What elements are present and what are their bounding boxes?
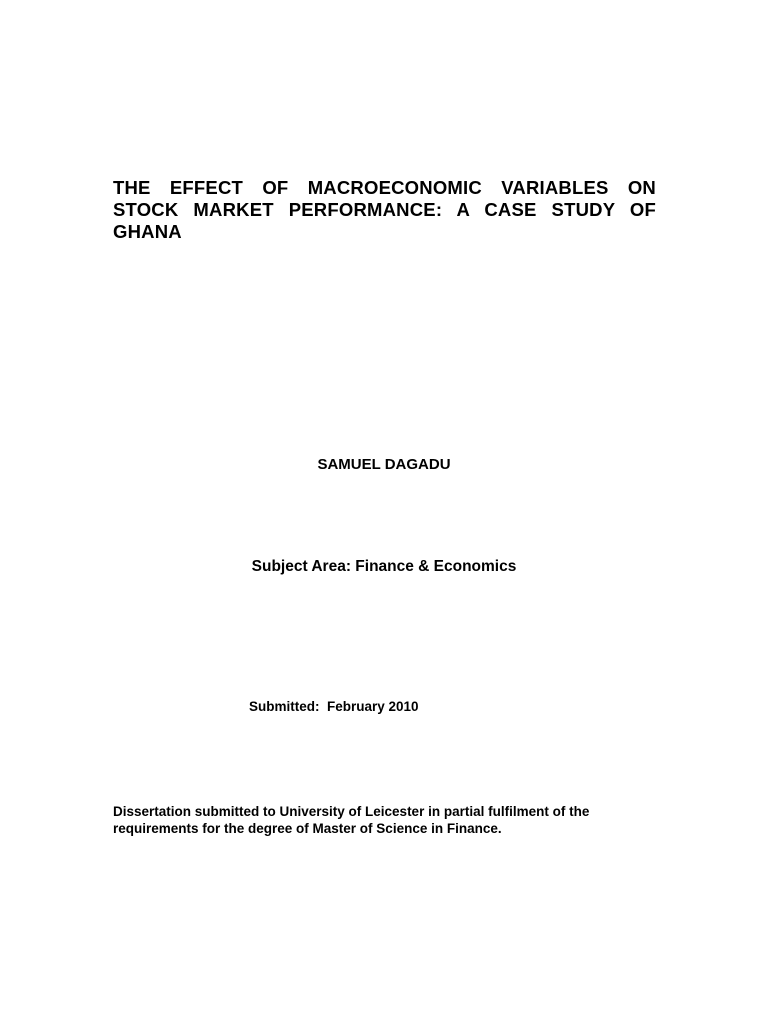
dissertation-title: THE EFFECT OF MACROECONOMIC VARIABLES ON STOCK MARKET PERFORMANCE: A CASE STUDY OF GHANA	[113, 177, 656, 242]
subject-area: Subject Area: Finance & Economics	[251, 558, 517, 575]
submission-date: Submitted: February 2010	[249, 699, 419, 714]
dissertation-statement: Dissertation submitted to University of Leicester in partial fulfilment of the requirements for the degree of Master of Science in Finance.	[113, 804, 590, 836]
author-name: SAMUEL DAGADU	[317, 456, 451, 473]
